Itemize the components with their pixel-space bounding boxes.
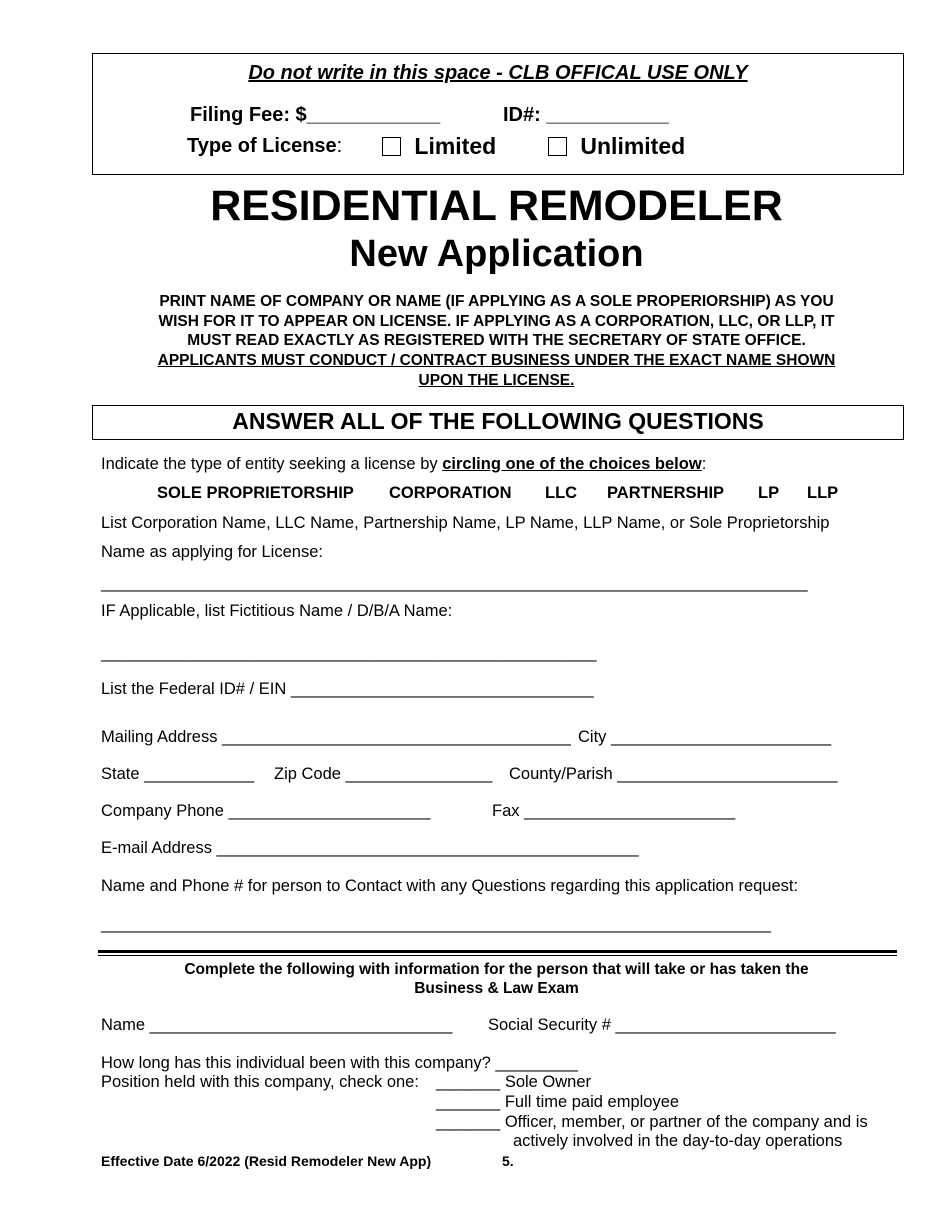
county-parish-field[interactable]: County/Parish ________________________ [509, 765, 838, 783]
section-divider [98, 950, 897, 953]
company-phone-field[interactable]: Company Phone ______________________ [101, 802, 431, 820]
exam-heading-2: Business & Law Exam [414, 980, 579, 997]
list-name-label-1: List Corporation Name, LLC Name, Partnership Name, LP Name, LLP Name, or Sole Proprietorship [101, 514, 830, 532]
option-officer-detail: actively involved in the day-to-day operations [513, 1132, 843, 1150]
ein-field[interactable]: List the Federal ID# / EIN _________________________________ [101, 680, 594, 698]
entity-choice-corporation[interactable]: CORPORATION [389, 484, 512, 502]
fax-field[interactable]: Fax _______________________ [492, 802, 736, 820]
instructions-line-1: PRINT NAME OF COMPANY OR NAME (IF APPLYING AS A SOLE PROPERIORSHIP) AS YOU [159, 293, 834, 310]
exam-name-field[interactable]: Name _________________________________ [101, 1016, 453, 1034]
mailing-address-field[interactable]: Mailing Address ______________________________________ [101, 728, 571, 746]
company-name-field[interactable]: _____________________________________________________________________________ [101, 574, 808, 592]
state-field[interactable]: State ____________ [101, 765, 255, 783]
position-label: Position held with this company, check one: [101, 1073, 419, 1091]
entity-prompt-post: : [701, 455, 707, 473]
zip-code-field[interactable]: Zip Code ________________ [274, 765, 493, 783]
city-field[interactable]: City ________________________ [578, 728, 832, 746]
how-long-field[interactable]: How long has this individual been with this company? _________ [101, 1054, 578, 1072]
entity-prompt [101, 455, 706, 474]
license-type-label: Type of License [187, 135, 337, 157]
page-number: 5. [502, 1153, 514, 1169]
entity-prompt-pre: Indicate the type of entity seeking a license by [101, 455, 443, 473]
email-field[interactable]: E-mail Address ______________________________________________ [101, 839, 639, 857]
instructions-line-2: WISH FOR IT TO APPEAR ON LICENSE. IF APPLYING AS A CORPORATION, LLC, OR LLP, IT [158, 313, 835, 330]
exam-heading-1: Complete the following with information for the person that will take or has taken the [184, 961, 809, 978]
limited-checkbox[interactable] [382, 137, 401, 156]
contact-field[interactable]: _________________________________________________________________________ [101, 915, 771, 933]
page-title: RESIDENTIAL REMODELER [210, 182, 783, 230]
instructions-line-3: MUST READ EXACTLY AS REGISTERED WITH THE SECRETARY OF STATE OFFICE. [187, 332, 806, 349]
filing-fee-field[interactable]: Filing Fee: $____________ [190, 104, 441, 126]
license-type-colon: : [336, 135, 343, 157]
license-type-row [187, 135, 342, 158]
entity-choice-partnership[interactable]: PARTNERSHIP [607, 484, 725, 502]
entity-choice-llp[interactable]: LLP [807, 484, 839, 502]
entity-choice-llc[interactable]: LLC [545, 484, 578, 502]
dba-field[interactable]: ______________________________________________________ [101, 644, 597, 662]
dba-label: IF Applicable, list Fictitious Name / D/B/A Name: [101, 602, 453, 620]
list-name-label-2: Name as applying for License: [101, 543, 323, 561]
option-sole-owner[interactable]: _______ Sole Owner [436, 1073, 592, 1091]
id-field[interactable]: ID#: ___________ [503, 104, 669, 126]
unlimited-checkbox[interactable] [548, 137, 567, 156]
entity-choice-sole-proprietorship[interactable]: SOLE PROPRIETORSHIP [157, 484, 354, 502]
unlimited-option[interactable] [548, 133, 685, 160]
entity-choice-lp[interactable]: LP [758, 484, 780, 502]
option-full-time-employee[interactable]: _______ Full time paid employee [436, 1093, 680, 1111]
unlimited-label: Unlimited [580, 133, 686, 159]
page-subtitle: New Application [349, 233, 644, 275]
limited-option[interactable] [382, 133, 496, 160]
entity-prompt-emph: circling one of the choices below [442, 455, 702, 473]
questions-header: ANSWER ALL OF THE FOLLOWING QUESTIONS [232, 408, 764, 434]
instructions-line-4: APPLICANTS MUST CONDUCT / CONTRACT BUSINESS UNDER THE EXACT NAME SHOWN [157, 352, 836, 369]
effective-date: Effective Date 6/2022 (Resid Remodeler New App) [101, 1153, 432, 1169]
option-officer-member-partner[interactable]: _______ Officer, member, or partner of the company and is [436, 1113, 868, 1131]
ssn-field[interactable]: Social Security # ________________________ [488, 1016, 836, 1034]
instructions-line-5: UPON THE LICENSE. [418, 372, 575, 389]
official-use-title: Do not write in this space - CLB OFFICAL USE ONLY [248, 62, 748, 84]
limited-label: Limited [414, 133, 497, 159]
contact-label: Name and Phone # for person to Contact with any Questions regarding this application request: [101, 877, 799, 895]
section-divider-thin [98, 955, 897, 956]
